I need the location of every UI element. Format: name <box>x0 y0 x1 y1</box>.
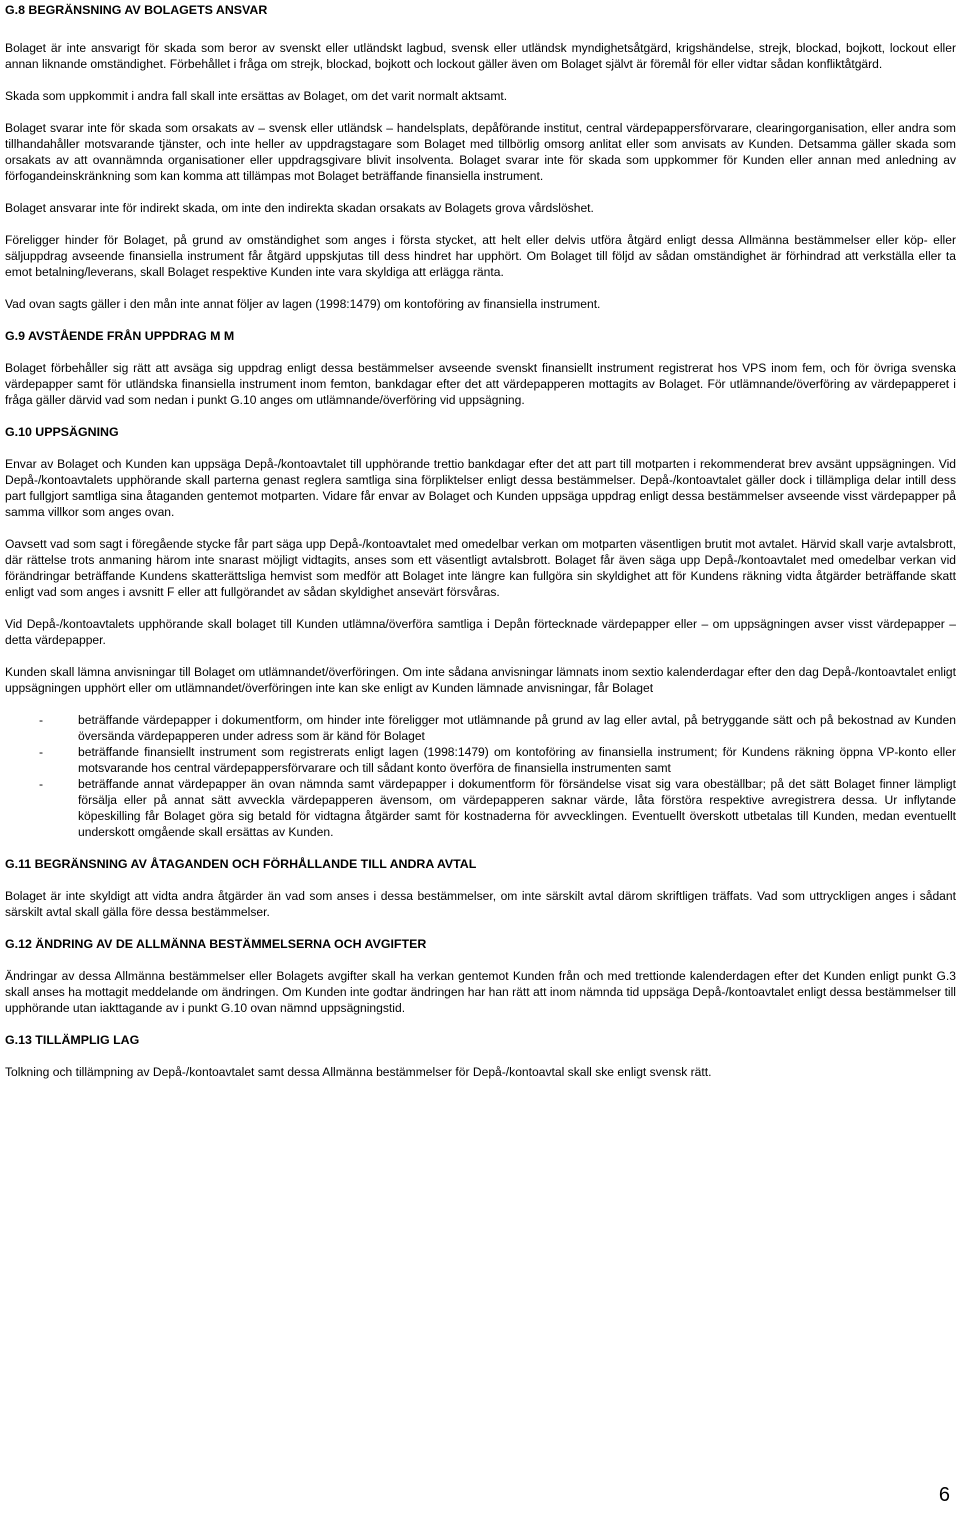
paragraph: Bolaget förbehåller sig rätt att avsäga sig uppdrag enligt dessa bestämmelser avseende svenskt finansiellt instrument registrerat hos VPS inom fem, och för övriga svenska värdepapper samt för utländska finansiella instrument inom femton, bankdagar efter det att värdepapperen mottagits av Bolaget. För utlämnande/överföring av värdepapperet i fråga gäller därvid vad som nedan i punkt G.10 anges om utlämnande/överföring vid uppsägning. <box>5 361 956 407</box>
list-item-text: beträffande värdepapper i dokumentform, om hinder inte föreligger mot utlämnande på grund av lag eller avtal, på betryggande sätt och på bekostnad av Kunden översända värdepapperen under adress som är känd för Bolaget <box>78 713 956 743</box>
paragraph: Vad ovan sagts gäller i den mån inte annat följer av lagen (1998:1479) om kontoföring av finansiella instrument. <box>5 297 601 311</box>
dash-marker: - <box>39 745 44 759</box>
paragraph: Envar av Bolaget och Kunden kan uppsäga Depå-/kontoavtalet till upphörande trettio bankdagar efter det att part till motparten i rekommenderat brev avsänt uppsägningen. Vid Depå-/kontoavtalets upphörande skall parterna genast reglera samtliga sina förpliktelser enligt dessa bestämmelser. Depå-/kontoavtalet gäller dock i tillämpliga delar intill dess part fullgjort samtliga sina åtaganden gentemot motparten. Vidare får envar av Bolaget och Kunden uppsäga uppdrag enligt dessa bestämmelser avseende visst värdepapper på samma villkor som anges ovan. <box>5 457 956 519</box>
section-heading-g9: G.9 AVSTÅENDE FRÅN UPPDRAG M M <box>5 329 235 343</box>
section-heading-g8: G.8 BEGRÄNSNING AV BOLAGETS ANSVAR <box>5 3 268 17</box>
paragraph: Bolaget är inte skyldigt att vidta andra åtgärder än vad som anses i dessa bestämmelser, om inte särskilt avtal därom skriftligen träffats. Vad som uttryckligen anges i sådant särskilt avtal skall gälla före dessa bestämmelser. <box>5 889 956 919</box>
paragraph: Vid Depå-/kontoavtalets upphörande skall bolaget till Kunden utlämna/överföra samtliga i Depån förtecknade värdepapper eller – om uppsägningen avser visst värdepapper – detta värdepapper. <box>5 617 956 647</box>
list-item <box>5 776 956 840</box>
page-number: 6 <box>938 1484 950 1506</box>
section-heading-g10: G.10 UPPSÄGNING <box>5 425 119 439</box>
paragraph: Kunden skall lämna anvisningar till Bolaget om utlämnandet/överföringen. Om inte sådana anvisningar lämnats inom sextio kalenderdagar efter den dag Depå-/kontoavtalet enligt uppsägningen upphört eller om utlämnandet/överföringen inte kan ske enligt av Kunden lämnade anvisningar, får Bolaget <box>5 665 956 695</box>
paragraph: Skada som uppkommit i andra fall skall inte ersättas av Bolaget, om det varit normalt aktsamt. <box>5 89 508 103</box>
section-heading-g11: G.11 BEGRÄNSNING AV ÅTAGANDEN OCH FÖRHÅLLANDE TILL ANDRA AVTAL <box>5 857 477 871</box>
list-item <box>5 744 956 776</box>
paragraph: Bolaget svarar inte för skada som orsakats av – svensk eller utländsk – handelsplats, depåförande institut, central värdepappersförvarare, clearingorganisation, eller andra som tillhandahåller motsvarande tjänster, och inte heller av uppdragstagare som Bolaget med tillbörlig omsorg anlitat eller som anvisats av Kunden. Detsamma gäller skada som orsakats av att ovannämnda organisationer eller uppdragsgivare blivit insolventa. Bolaget svarar inte för skada som uppkommer för Kunden eller annan med anledning av förfogandeinskränkning som kan komma att tillämpas mot Bolaget beträffande finansiella instrument. <box>5 121 956 183</box>
list-item <box>5 712 956 744</box>
section-heading-g12: G.12 ÄNDRING AV DE ALLMÄNNA BESTÄMMELSERNA OCH AVGIFTER <box>5 937 427 951</box>
paragraph: Bolaget är inte ansvarigt för skada som beror av svenskt eller utländskt lagbud, svensk eller utländsk myndighetsåtgärd, krigshändelse, strejk, blockad, bojkott, lockout eller annan liknande omständighet. Förbehållet i fråga om strejk, blockad, bojkott och lockout gäller även om Bolaget självt är föremål för eller vidtar sådan konfliktåtgärd. <box>5 41 956 71</box>
dash-marker: - <box>39 713 44 727</box>
dash-list <box>5 712 956 840</box>
list-item-text: beträffande finansiellt instrument som registrerats enligt lagen (1998:1479) om kontoföring av finansiella instrument; för Kundens räkning öppna VP-konto eller motsvarande hos central värdepappersförvarare och till sådant konto överföra de finansiella instrumenten samt <box>78 745 956 775</box>
paragraph: Bolaget ansvarar inte för indirekt skada, om inte den indirekta skadan orsakats av Bolagets grova vårdslöshet. <box>5 201 594 215</box>
dash-marker: - <box>39 777 44 791</box>
paragraph: Ändringar av dessa Allmänna bestämmelser eller Bolagets avgifter skall ha verkan gentemot Kunden från och med trettionde kalenderdagen efter det Kunden enligt punkt G.3 skall anses ha mottagit meddelande om ändringen. Om Kunden inte godtar ändringen har han rätt att inom nämnda tid uppsäga Depå-/kontoavtalet enligt dessa bestämmelser till upphörande utan iakttagande av i punkt G.10 ovan nämnd uppsägningstid. <box>5 969 956 1015</box>
document-body <box>5 2 956 1080</box>
paragraph: Föreligger hinder för Bolaget, på grund av omständighet som anges i första stycket, att helt eller delvis utföra åtgärd enligt dessa Allmänna bestämmelser eller köp- eller säljuppdrag avseende finansiella instrument får åtgärd uppskjutas till dess hindret har upphört. Om Bolaget till följd av sådan omständighet är förhindrad att verkställa eller ta emot betalning/leverans, skall Bolaget respektive Kunden inte vara skyldiga att erlägga ränta. <box>5 233 956 279</box>
section-heading-g13: G.13 TILLÄMPLIG LAG <box>5 1033 140 1047</box>
paragraph: Tolkning och tillämpning av Depå-/kontoavtalet samt dessa Allmänna bestämmelser för Depå-/kontoavtal skall ske enligt svensk rätt. <box>5 1065 712 1079</box>
paragraph: Oavsett vad som sagt i föregående stycke får part säga upp Depå-/kontoavtalet med omedelbar verkan om motparten väsentligen brutit mot avtalet. Härvid skall varje avtalsbrott, där rättelse trots anmaning härom inte snarast möjligt vidtagits, anses som ett väsentligt avtalsbrott. Bolaget får även säga upp Depå-/kontoavtalet med omedelbar verkan vid förändringar beträffande Kundens skatterättsliga hemvist som medför att Bolaget inte längre kan fullgöra sin skyldighet att för Kundens räkning vidta åtgärder beträffande skatt enligt vad som anges i avsnitt F eller att fullgörandet av sådan skyldighet ansevärt försvåras. <box>5 537 956 599</box>
list-item-text: beträffande annat värdepapper än ovan nämnda samt värdepapper i dokumentform för försändelse visat sig vara obeställbar; på det sätt Bolaget finner lämpligt försälja eller på annat sätt avveckla värdepapperen ävensom, om värdepapperen saknar värde, låta förstöra respektive avregistrera dessa. Ur inflytande köpeskilling får Bolaget göra sig betald för vidtagna åtgärder samt för kostnaderna för avvecklingen. Eventuellt överskott utbetalas till Kunden, medan eventuellt underskott omgående skall ersättas av Kunden. <box>78 777 956 839</box>
